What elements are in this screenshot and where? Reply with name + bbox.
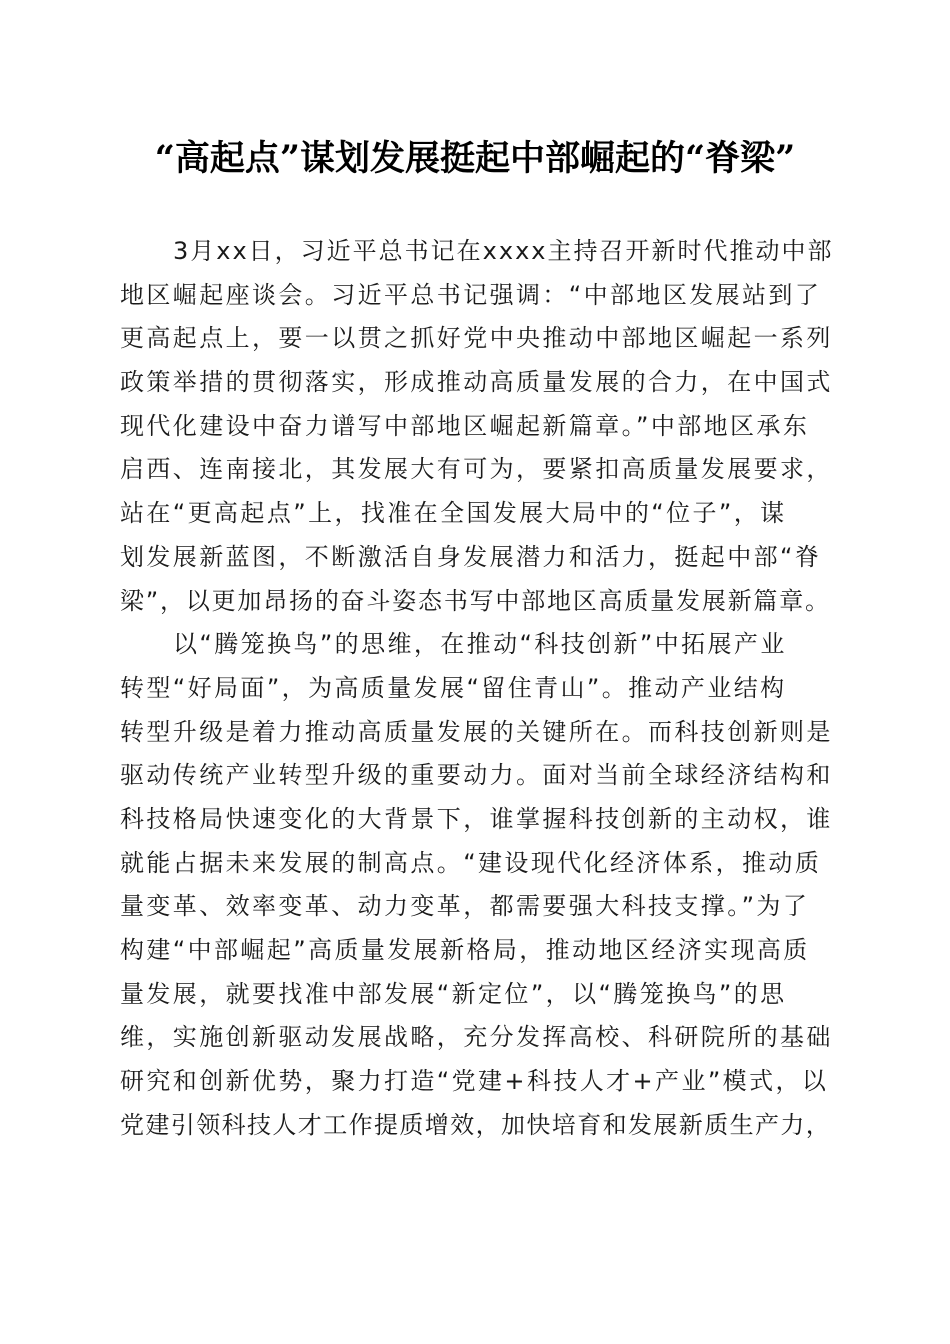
paragraph-line: 维，实施创新驱动发展战略，充分发挥高校、科研院所的基础: [120, 1023, 833, 1052]
paragraph-2: [120, 623, 835, 1147]
paragraph-line: 研究和创新优势，聚力打造“党建+科技人才+产业”模式，以: [120, 1067, 829, 1096]
paragraph-line: 构建“中部崛起”高质量发展新格局，推动地区经济实现高质: [120, 936, 810, 964]
paragraph-line: 现代化建设中奋力谱写中部地区崛起新篇章。”中部地区承东: [120, 411, 810, 440]
paragraph-line: 驱动传统产业转型升级的重要动力。面对当前全球经济结构和: [120, 761, 833, 790]
paragraph-line: 量发展，就要找准中部发展“新定位”，以“腾笼换鸟”的思: [120, 979, 787, 1008]
paragraph-line: 党建引领科技人才工作提质增效，加快培育和发展新质生产力，: [120, 1110, 832, 1139]
paragraph-line: 以“腾笼换鸟”的思维，在推动“科技创新”中拓展产业: [173, 630, 787, 659]
paragraph-line: 3月xx日，习近平总书记在xxxx主持召开新时代推动中部: [173, 237, 834, 265]
paragraph-1: [120, 230, 835, 623]
paragraph-line: 地区崛起座谈会。习近平总书记强调：“中部地区发展站到了: [120, 280, 822, 309]
paragraph-line: 划发展新蓝图，不断激活自身发展潜力和活力，挺起中部“脊: [120, 542, 822, 571]
paragraph-line: 梁”，以更加昂扬的奋斗姿态书写中部地区高质量发展新篇章。: [120, 586, 831, 615]
paragraph-line: 站在“更高起点”上，找准在全国发展大局中的“位子”，谋: [120, 499, 787, 528]
document-title: “高起点”谋划发展挺起中部崛起的“脊梁”: [154, 138, 796, 179]
document-body: [120, 230, 835, 1147]
paragraph-line: 量变革、效率变革、动力变革，都需要强大科技支撑。”为了: [120, 892, 810, 921]
paragraph-line: 科技格局快速变化的大背景下，谁掌握科技创新的主动权，谁: [120, 804, 833, 833]
paragraph-line: 政策举措的贯彻落实，形成推动高质量发展的合力，在中国式: [120, 368, 833, 397]
paragraph-line: 启西、连南接北，其发展大有可为，要紧扣高质量发展要求，: [120, 455, 833, 484]
paragraph-line: 转型升级是着力推动高质量发展的关键所在。而科技创新则是: [120, 717, 833, 746]
paragraph-line: 转型“好局面”，为高质量发展“留住青山”。推动产业结构: [120, 673, 787, 702]
paragraph-line: 更高起点上，要一以贯之抓好党中央推动中部地区崛起一系列: [120, 324, 833, 353]
paragraph-line: 就能占据未来发展的制高点。“建设现代化经济体系，推动质: [120, 848, 822, 877]
